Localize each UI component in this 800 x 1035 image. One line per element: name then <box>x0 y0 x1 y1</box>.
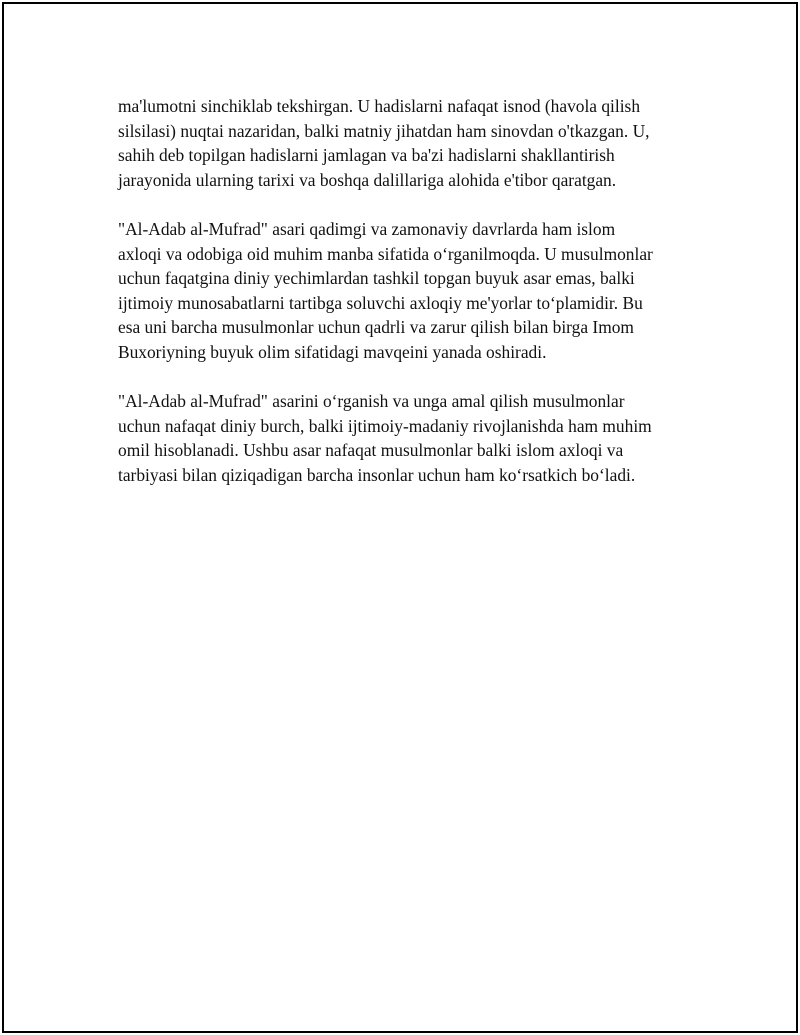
paragraph-line: ma'lumotni sinchiklab tekshirgan. U hadislarni nafaqat isnod (havola qilish <box>118 96 641 116</box>
paragraph-1 <box>118 94 698 192</box>
paragraph-line: uchun faqatgina diniy yechimlardan tashkil topgan buyuk asar emas, balki <box>118 268 635 289</box>
paragraph-2 <box>118 217 698 365</box>
paragraph-3 <box>118 389 698 487</box>
paragraph-line: "Al-Adab al-Mufrad" asari qadimgi va zamonaviy davrlarda ham islom <box>118 218 616 239</box>
paragraph-line: ijtimoiy munosabatlarni tartibga soluvchi axloqiy me'yorlar to‘plamidir. Bu <box>118 292 643 313</box>
paragraph-line: uchun nafaqat diniy burch, balki ijtimoiy-madaniy rivojlanishda ham muhim <box>118 415 652 436</box>
paragraph-line: omil hisoblanadi. Ushbu asar nafaqat musulmonlar balki islom axloqi va <box>118 440 624 461</box>
paragraph-line: jarayonida ularning tarixi va boshqa dalillariga alohida e'tibor qaratgan. <box>118 169 617 190</box>
paragraph-line: esa uni barcha musulmonlar uchun qadrli va zarur qilish bilan birga Imom <box>118 317 634 338</box>
paragraph-line: "Al-Adab al-Mufrad" asarini o‘rganish va unga amal qilish musulmonlar <box>118 391 625 412</box>
paragraph-line: silsilasi) nuqtai nazaridan, balki matniy jihatdan ham sinovdan o'tkazgan. U, <box>118 120 650 141</box>
paragraph-line: sahih deb topilgan hadislarni jamlagan va ba'zi hadislarni shakllantirish <box>118 145 615 166</box>
paragraph-line: axloqi va odobiga oid muhim manba sifatida o‘rganilmoqda. U musulmonlar <box>118 243 653 264</box>
document-body <box>118 94 698 512</box>
paragraph-line: Buxoriyning buyuk olim sifatidagi mavqeini yanada oshiradi. <box>118 341 547 362</box>
paragraph-line: tarbiyasi bilan qiziqadigan barcha insonlar uchun ham ko‘rsatkich bo‘ladi. <box>118 464 636 485</box>
